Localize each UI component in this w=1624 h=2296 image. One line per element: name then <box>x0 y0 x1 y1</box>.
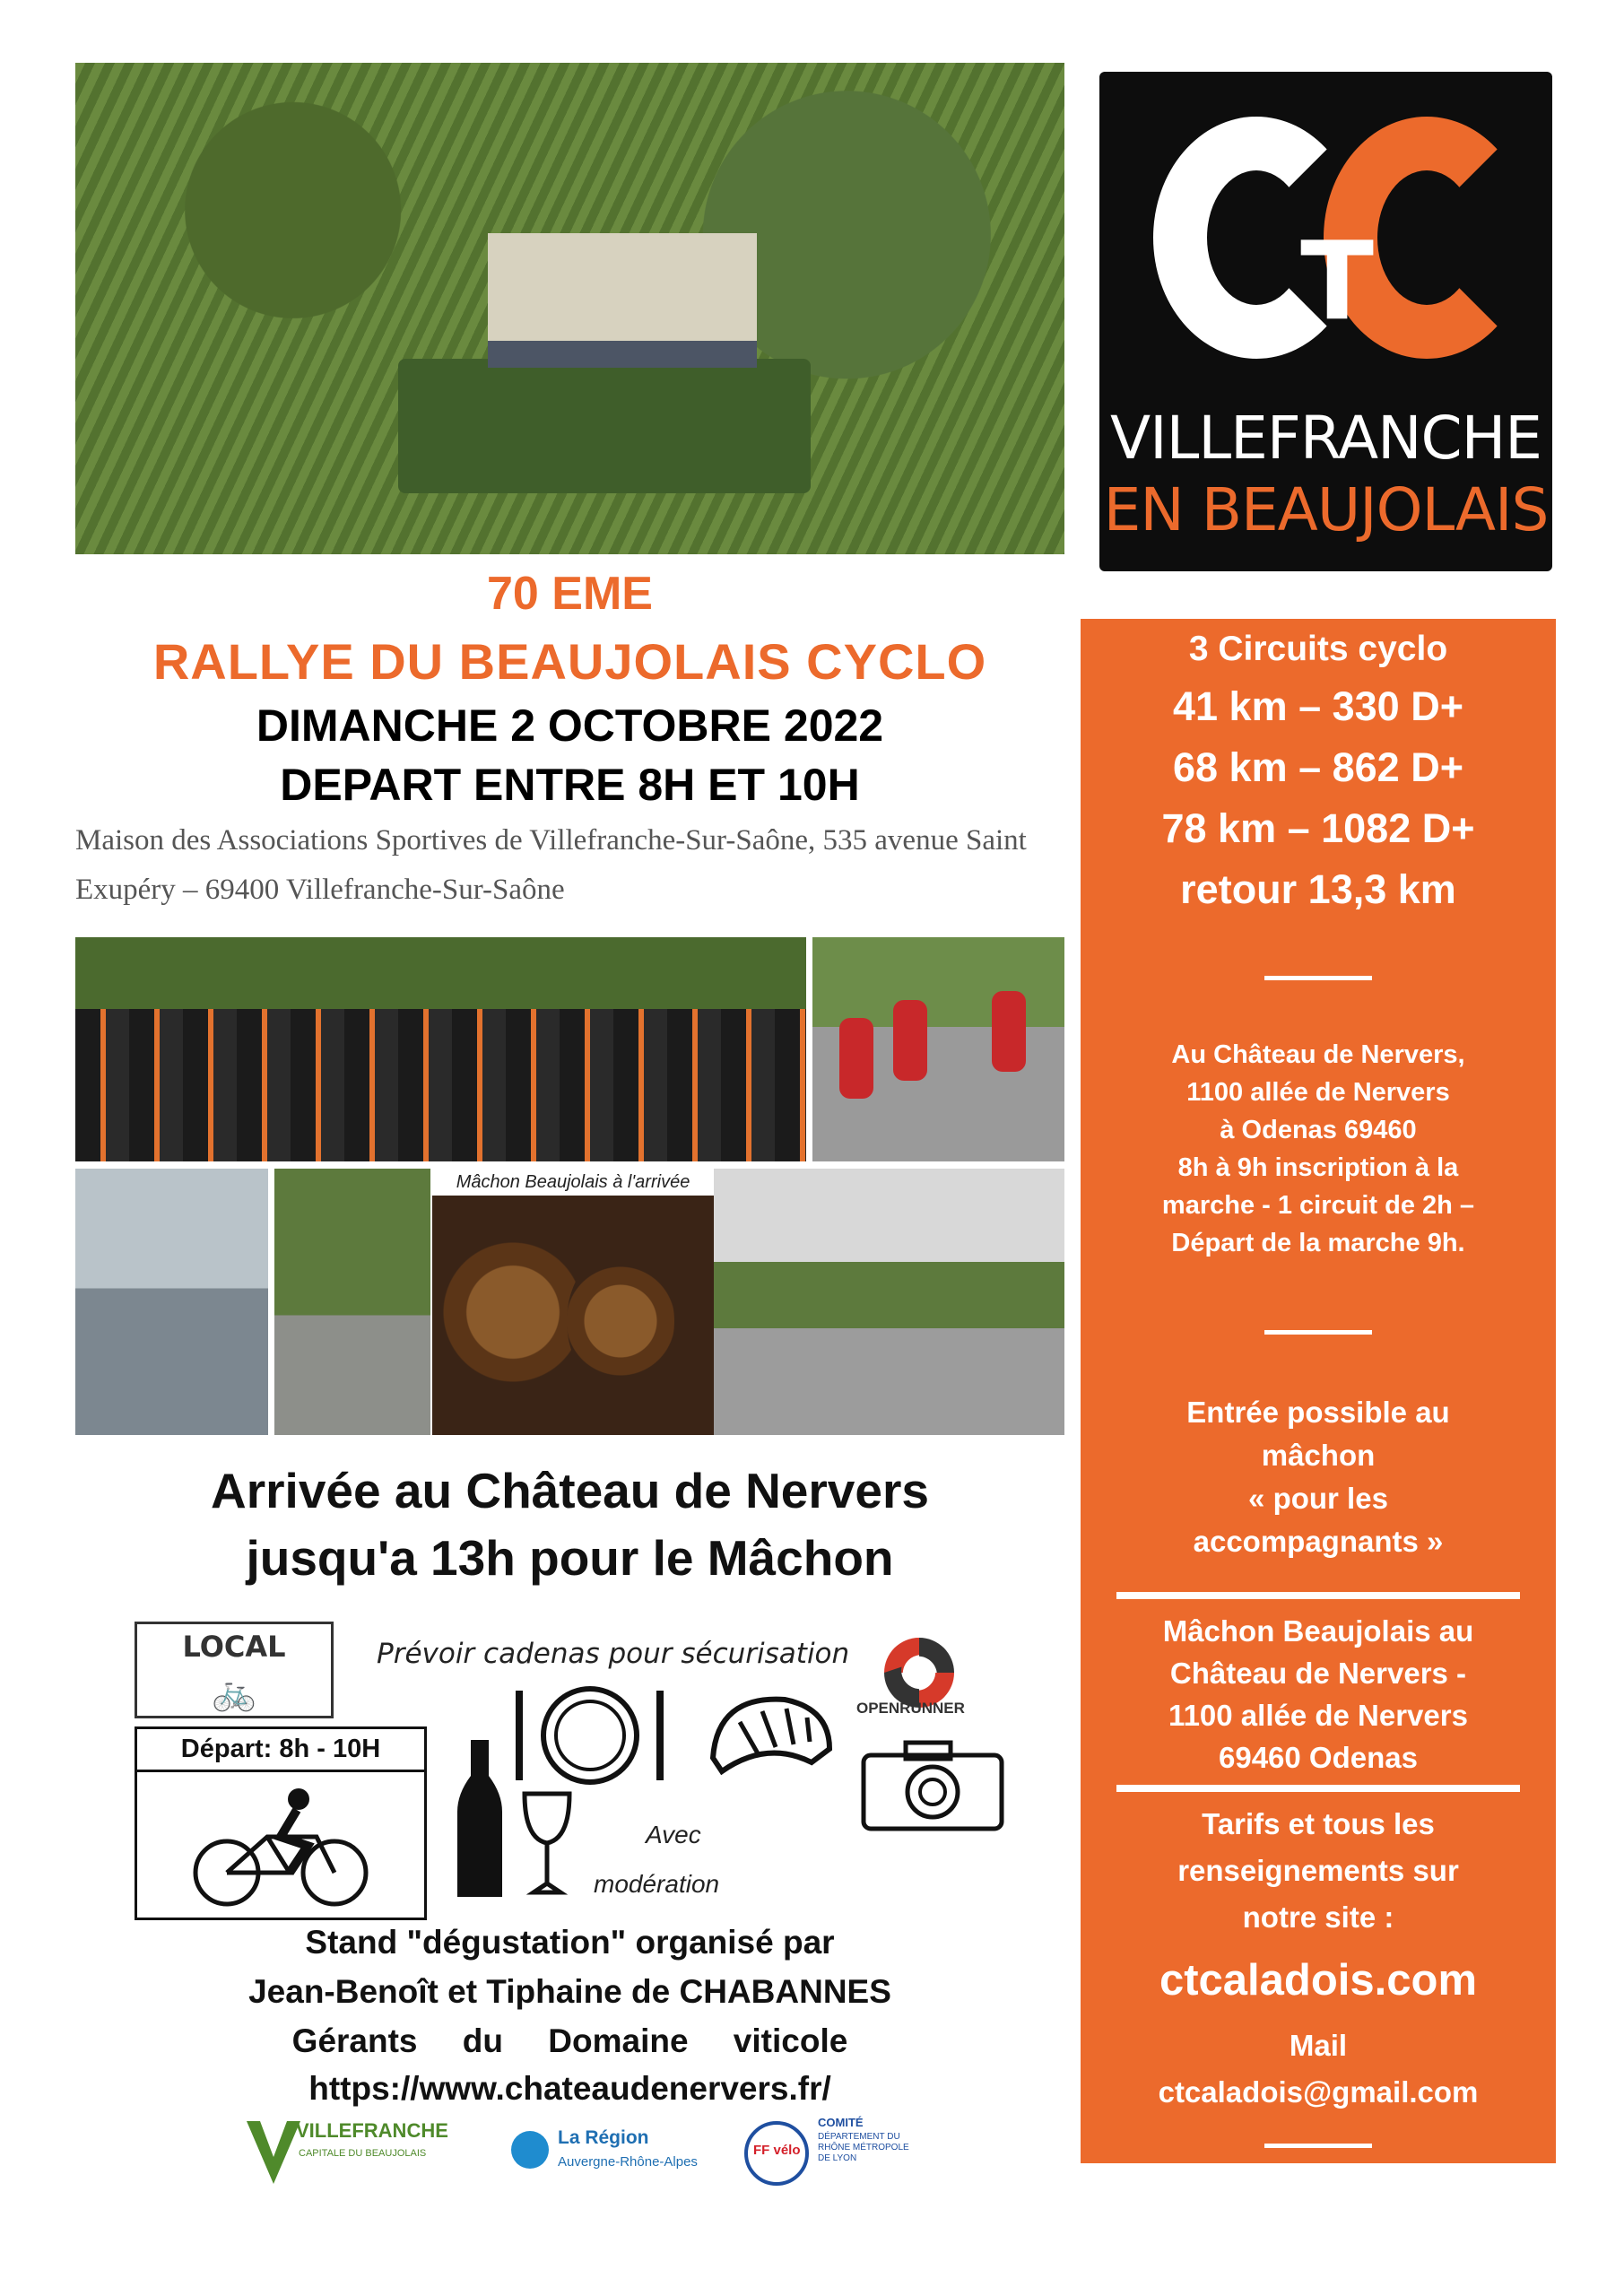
local-label: LOCAL <box>182 1630 286 1664</box>
arrival-line-1: Arrivée au Château de Nervers <box>211 1463 929 1518</box>
event-name: RALLYE DU BEAUJOLAIS CYCLO <box>152 633 987 690</box>
separator-dash <box>1264 1330 1372 1335</box>
marche-line-4: 8h à 9h inscription à la <box>1177 1153 1459 1182</box>
group-photo <box>75 937 806 1161</box>
comite-subtext: DÉPARTEMENT DU RHÔNE MÉTROPOLE DE LYON <box>818 2132 909 2163</box>
chateau-website-link[interactable]: https://www.chateaudenervers.fr/ <box>308 2070 831 2107</box>
entree-line-3: « pour les <box>1248 1482 1388 1515</box>
info-panel <box>1081 619 1556 2163</box>
entree-line-4: accompagnants » <box>1193 1525 1444 1558</box>
entree-line-1: Entrée possible au <box>1186 1396 1450 1429</box>
camera-icon <box>856 1735 1009 1834</box>
riders-banner-photo <box>714 1169 1064 1435</box>
openrunner-label: OPENRUNNER <box>856 1700 965 1717</box>
marche-line-3: à Odenas 69460 <box>1220 1116 1417 1144</box>
separator-rule <box>1116 1592 1520 1599</box>
tarifs-line-3: notre site : <box>1242 1900 1394 1934</box>
retour-distance: retour 13,3 km <box>1180 866 1456 912</box>
villefranche-subtext: CAPITALE DU BEAUJOLAIS <box>299 2148 427 2159</box>
departure-sign-label: Départ: 8h - 10H <box>137 1729 424 1772</box>
ctc-logo <box>1099 72 1552 571</box>
separator-dash <box>1264 976 1372 980</box>
event-departure: DEPART ENTRE 8H ET 10H <box>280 760 860 810</box>
marche-line-1: Au Château de Nervers, <box>1171 1040 1465 1069</box>
lock-notice: Prévoir cadenas pour sécurisation <box>377 1638 850 1670</box>
circuit-3: 78 km – 1082 D+ <box>1161 805 1475 851</box>
avec-text: Avec <box>646 1821 701 1848</box>
machon-line-3: 1100 allée de Nervers <box>1168 1699 1468 1732</box>
stand-line-3: Gérants du Domaine viticole <box>291 2022 848 2059</box>
villefranche-logo <box>247 2112 453 2193</box>
local-bike-sign <box>135 1622 334 1718</box>
mail-label: Mail <box>1289 2029 1348 2062</box>
marche-line-2: 1100 allée de Nervers <box>1186 1078 1450 1107</box>
chateau-building <box>488 233 757 368</box>
bicycle-icon: 🚲 <box>212 1673 256 1712</box>
comite-text: COMITÉ <box>818 2116 864 2129</box>
website-link[interactable]: ctcaladois.com <box>1159 1956 1478 2005</box>
cyclist-icon <box>191 1783 370 1909</box>
rider-figure <box>839 1018 873 1099</box>
comite-ffvelo-logo <box>744 2112 915 2197</box>
logo-line2: EN BEAUJOLAIS <box>1103 475 1549 544</box>
machon-line-4: 69460 Odenas <box>1219 1741 1418 1774</box>
edition-title: 70 EME <box>487 568 653 620</box>
region-circle-icon <box>511 2131 549 2169</box>
ffvelo-text: FF vélo <box>753 2143 801 2158</box>
machon-caption: Mâchon Beaujolais à l'arrivée <box>432 1169 714 1196</box>
circuits-title: 3 Circuits cyclo <box>1188 630 1448 668</box>
chateau-aerial-photo <box>75 63 1064 554</box>
group-photo-background <box>75 937 806 1009</box>
separator-dash <box>1264 2144 1372 2148</box>
separator-rule <box>1116 1785 1520 1792</box>
stand-line-1: Stand "dégustation" organisé par <box>305 1924 835 1961</box>
barrel-shape <box>567 1249 674 1393</box>
moderation-text: modération <box>594 1870 720 1898</box>
riders-photo <box>812 937 1064 1161</box>
marche-line-5: marche - 1 circuit de 2h – <box>1161 1191 1475 1220</box>
barrel-shape <box>441 1222 585 1402</box>
rider-figure <box>992 991 1026 1072</box>
circuit-1: 41 km – 330 D+ <box>1173 683 1463 729</box>
tarifs-line-2: renseignements sur <box>1177 1854 1459 1887</box>
cyclist-portrait-photo <box>274 1169 430 1435</box>
photo-collage <box>75 937 1064 1435</box>
tarifs-line-1: Tarifs et tous les <box>1202 1807 1435 1840</box>
rider-figure <box>893 1000 927 1081</box>
event-date: DIMANCHE 2 OCTOBRE 2022 <box>256 700 884 751</box>
region-logo <box>511 2126 726 2179</box>
departure-sign <box>135 1726 427 1920</box>
machon-line-1: Mâchon Beaujolais au <box>1162 1614 1474 1648</box>
circuit-2: 68 km – 862 D+ <box>1173 744 1463 790</box>
email-link[interactable]: ctcaladois@gmail.com <box>1158 2075 1479 2109</box>
arrival-line-2: jusqu'a 13h pour le Mâchon <box>246 1530 894 1586</box>
machon-line-2: Château de Nervers - <box>1169 1657 1467 1690</box>
event-address: Maison des Associations Sportives de Villefranche-Sur-Saône, 535 avenue Saint Exupéry – 69400 Villefranche-Sur-Saône <box>75 824 1027 906</box>
stand-line-2: Jean-Benoît et Tiphaine de CHABANNES <box>248 1973 891 2010</box>
entree-line-2: mâchon <box>1261 1439 1376 1472</box>
villefranche-v-icon <box>247 2117 300 2188</box>
region-text: La Région <box>558 2127 649 2148</box>
wine-bottle-glass-icon <box>448 1731 583 1901</box>
region-subtext: Auvergne-Rhône-Alpes <box>558 2154 698 2170</box>
cyclists-road-photo <box>75 1169 268 1435</box>
garden-lawn <box>398 359 811 493</box>
helmet-icon <box>704 1686 838 1789</box>
logo-t-letter: T <box>1300 220 1374 344</box>
marche-line-6: Départ de la marche 9h. <box>1171 1229 1465 1257</box>
logo-line1: VILLEFRANCHE <box>1110 404 1541 473</box>
villefranche-text: VILLEFRANCHE <box>296 2119 448 2142</box>
